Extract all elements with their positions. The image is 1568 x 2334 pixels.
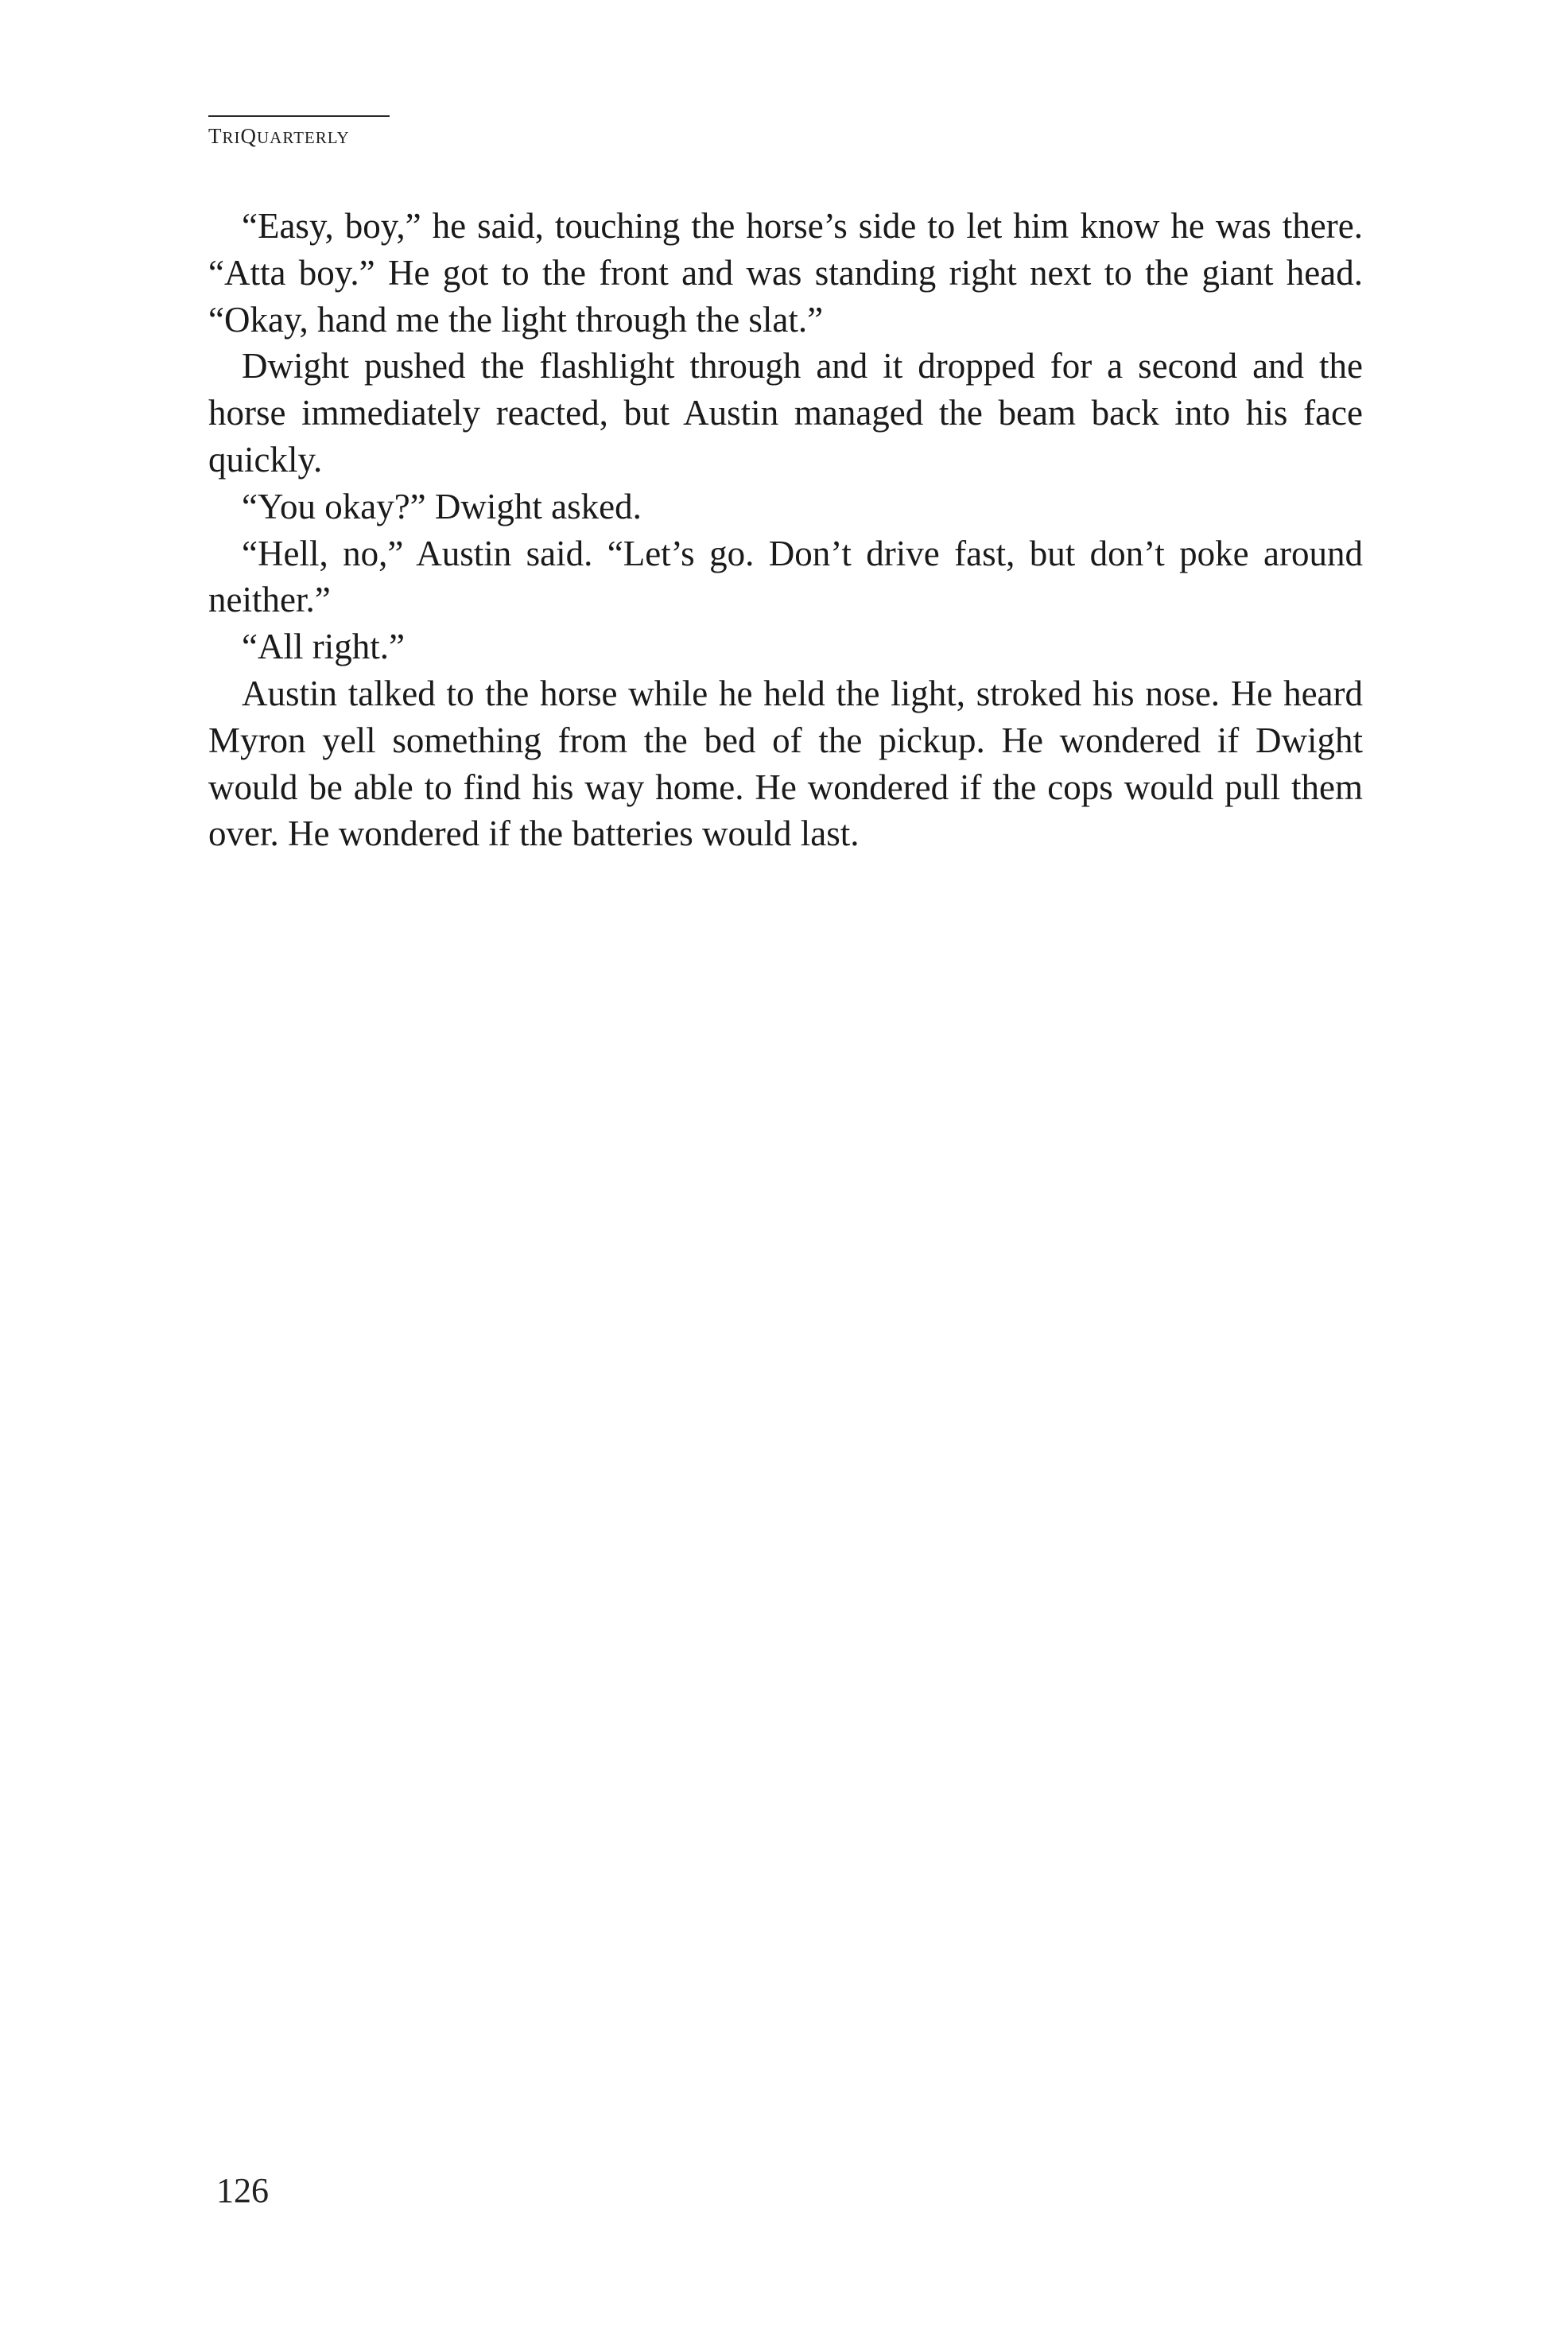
running-head-smallcaps-2: UARTERLY: [257, 128, 350, 147]
running-head-second-cap: Q: [240, 124, 257, 148]
paragraph-4: “Hell, no,” Austin said. “Let’s go. Don’t drive fast, but don’t poke around neither.”: [208, 533, 1363, 620]
body-text: [208, 203, 1363, 857]
paragraph-5: “All right.”: [242, 627, 405, 667]
paragraph-6: Austin talked to the horse while he held the light, stroked his nose. He heard Myron yell something from the bed of the pickup. He wondered if Dwight would be able to find his way home. He wondered if the cops would pull them over. He wondered if the batteries would last.: [208, 673, 1363, 854]
paragraph-1: “Easy, boy,” he said, touching the horse’s side to let him know he was there. “Atta boy.” He got to the front and was standing right next to the giant head. “Okay, hand me the light through the slat.”: [208, 206, 1363, 340]
paragraph-3: “You okay?” Dwight asked.: [242, 486, 642, 526]
running-head-initial: T: [208, 124, 223, 148]
paragraph-2: Dwight pushed the flashlight through and it dropped for a second and the horse immediately reacted, but Austin managed the beam back into his face quickly.: [208, 346, 1363, 480]
running-head: [208, 124, 350, 150]
running-head-smallcaps-1: RI: [222, 128, 241, 147]
page-number: 126: [216, 2171, 269, 2210]
header-rule: [208, 115, 390, 117]
